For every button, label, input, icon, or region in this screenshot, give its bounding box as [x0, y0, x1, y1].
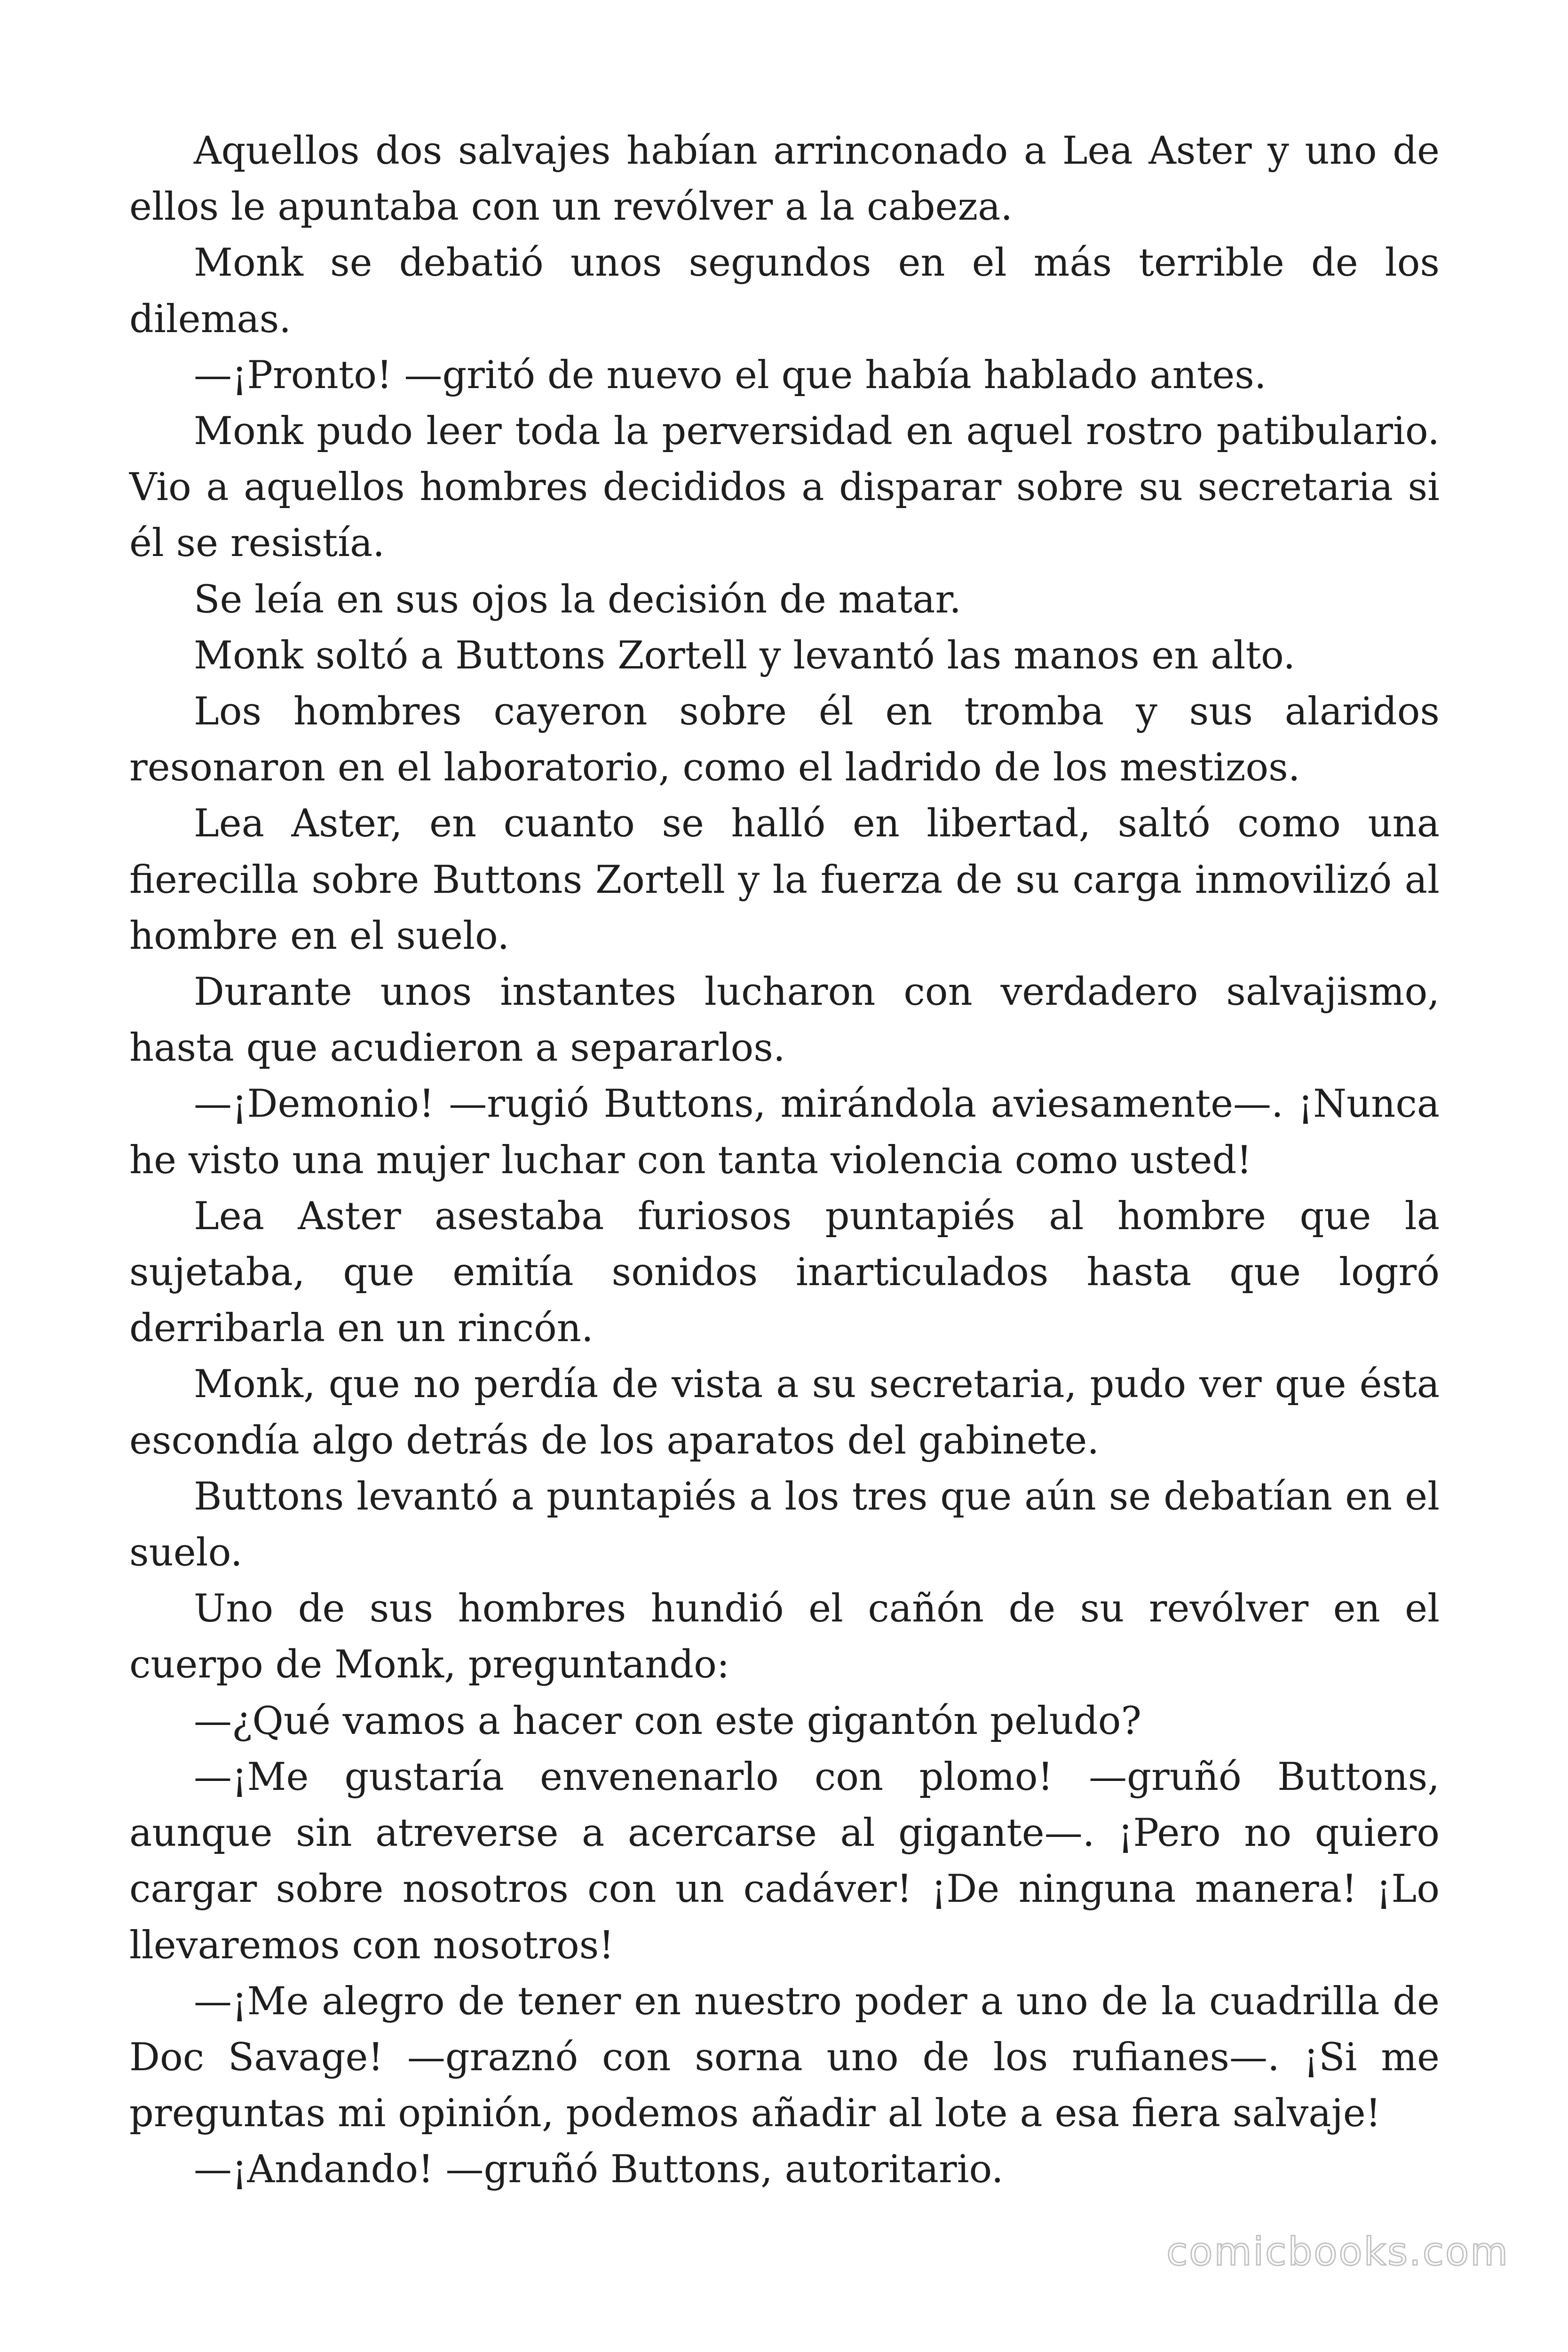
paragraph: Uno de sus hombres hundió el cañón de su revólver en el cuerpo de Monk, preguntando: [129, 1587, 1440, 1687]
paragraph: —¡Me alegro de tener en nuestro poder a uno de la cuadrilla de Doc Savage! —graznó con sorna uno de los rufianes—. ¡Si me preguntas mi opinión, podemos añadir al lote a esa fiera salvaje! [129, 1979, 1440, 2136]
paragraph: —¡Me gustaría envenenarlo con plomo! —gruñó Buttons, aunque sin atreverse a acercarse al gigante—. ¡Pero no quiero cargar sobre nosotros con un cadáver! ¡De ninguna manera! ¡Lo llevaremos con nosotros! [129, 1755, 1440, 1968]
paragraph: —¡Demonio! —rugió Buttons, mirándola aviesamente—. ¡Nunca he visto una mujer luchar con tanta violencia como usted! [129, 1082, 1440, 1183]
watermark: comicbooks.com [1166, 2230, 1509, 2274]
paragraph: Lea Aster, en cuanto se halló en libertad, saltó como una fierecilla sobre Buttons Zortell y la fuerza de su carga inmovilizó al hombre en el suelo. [129, 802, 1440, 958]
paragraph: Monk pudo leer toda la perversidad en aquel rostro patibulario. Vio a aquellos hombres decididos a disparar sobre su secretaria si él se resistía. [129, 409, 1440, 566]
paragraph: —¡Pronto! —gritó de nuevo el que había hablado antes. [194, 353, 1267, 397]
paragraph: —¡Andando! —gruñó Buttons, autoritario. [194, 2147, 1004, 2192]
paragraph: Durante unos instantes lucharon con verdadero salvajismo, hasta que acudieron a separarlos. [129, 970, 1440, 1071]
paragraph: —¿Qué vamos a hacer con este gigantón peludo? [194, 1699, 1141, 1743]
paragraph: Aquellos dos salvajes habían arrinconado a Lea Aster y uno de ellos le apuntaba con un revólver a la cabeza. [129, 129, 1440, 230]
book-page-text [129, 123, 1440, 2198]
paragraph: Lea Aster asestaba furiosos puntapiés al hombre que la sujetaba, que emitía sonidos inarticulados hasta que logró derribarla en un rincón. [129, 1194, 1440, 1351]
paragraph: Monk, que no perdía de vista a su secretaria, pudo ver que ésta escondía algo detrás de los aparatos del gabinete. [129, 1362, 1440, 1463]
paragraph: Buttons levantó a puntapiés a los tres que aún se debatían en el suelo. [129, 1474, 1440, 1575]
paragraph: Se leía en sus ojos la decisión de matar. [194, 577, 962, 622]
paragraph: Monk se debatió unos segundos en el más terrible de los dilemas. [129, 241, 1440, 342]
paragraph: Monk soltó a Buttons Zortell y levantó las manos en alto. [194, 633, 1296, 678]
paragraph: Los hombres cayeron sobre él en tromba y sus alaridos resonaron en el laboratorio, como el ladrido de los mestizos. [129, 690, 1440, 790]
